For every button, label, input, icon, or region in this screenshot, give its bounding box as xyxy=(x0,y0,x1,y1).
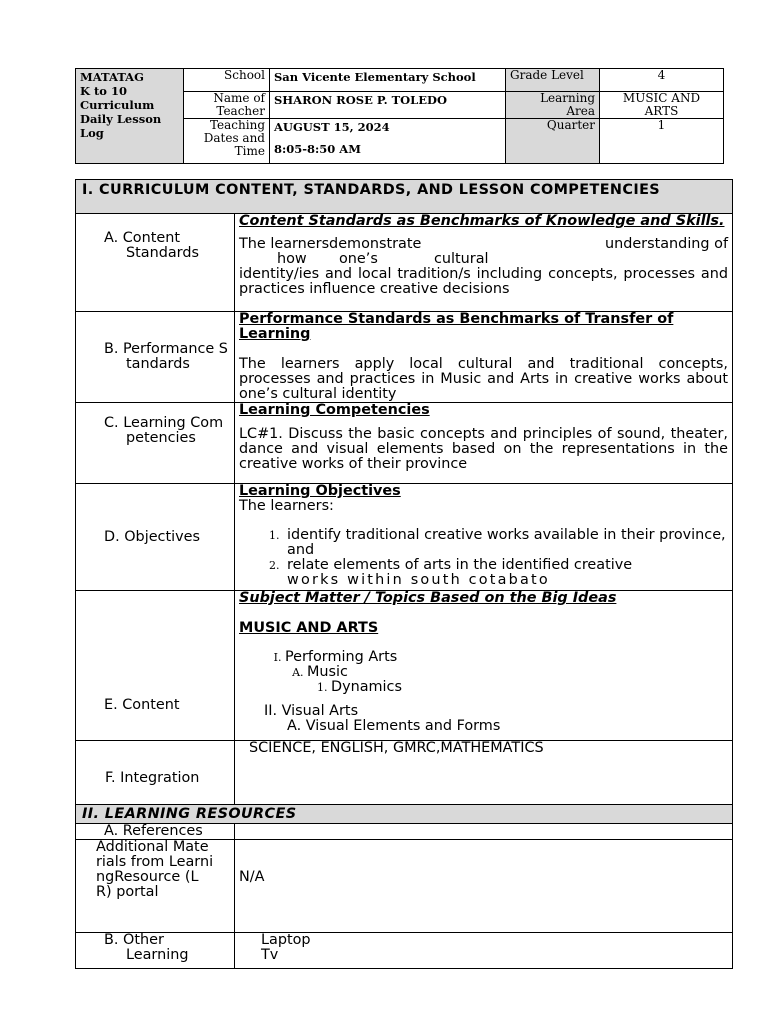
objectives-heading: Learning Objectives xyxy=(239,483,401,499)
resource-item: Laptop xyxy=(261,932,311,948)
references-value xyxy=(235,824,733,840)
lesson-log-body xyxy=(75,179,733,969)
additional-materials-value: N/A xyxy=(235,840,733,933)
references-label: A. References xyxy=(76,824,235,840)
content-standards-cell xyxy=(235,214,733,312)
content-standards-heading: Content Standards as Benchmarks of Knowledge and Skills. xyxy=(239,213,725,229)
section-1-title: I. CURRICULUM CONTENT, STANDARDS, AND LESSON COMPETENCIES xyxy=(76,180,733,214)
topic-dynamics: 1. Dynamics xyxy=(331,680,728,695)
area-label: Learning Area xyxy=(506,92,600,119)
topic-visual-arts: II. Visual Arts xyxy=(264,703,359,719)
performance-standards-cell xyxy=(235,312,733,403)
content-subject: MUSIC AND ARTS xyxy=(239,620,379,636)
content-label: E. Content xyxy=(76,591,235,741)
teacher-value: SHARON ROSE P. TOLEDO xyxy=(270,92,506,119)
school-value: San Vicente Elementary School xyxy=(270,69,506,92)
log-title: MATATAG K to 10 Curriculum Daily Lesson Log xyxy=(76,69,184,164)
performance-standards-text: The learners apply local cultural and traditional concepts, processes and practices in Music and Arts in creative works about one’s cultural identity xyxy=(239,356,729,402)
objective-item: 1. identify traditional creative works available in their province, and xyxy=(283,528,728,558)
performance-standards-label: B. Performance Standards xyxy=(76,312,235,403)
additional-materials-label: Additional Materials from LearningResource (LR) portal xyxy=(76,840,235,933)
topic-visual-elements: A. Visual Elements and Forms xyxy=(287,718,501,734)
objectives-list xyxy=(239,528,728,588)
quarter-value: 1 xyxy=(600,119,724,164)
topic-music: A. Music 1. Dynamics xyxy=(307,665,728,695)
lesson-log-header xyxy=(75,68,724,164)
dates-label: Teaching Dates and Time xyxy=(184,119,270,164)
content-standards-text-line2: how one’s cultural xyxy=(277,251,489,267)
objectives-intro: The learners: xyxy=(239,498,334,514)
grade-label: Grade Level xyxy=(506,69,600,92)
section-2-title: II. LEARNING RESOURCES xyxy=(76,805,733,824)
content-standards-text-rest: identity/ies and local tradition/s including concepts, processes and practices influence creative decisions xyxy=(239,266,729,297)
content-topics xyxy=(239,650,728,695)
performance-standards-heading: Performance Standards as Benchmarks of Transfer of Learning xyxy=(239,311,674,342)
area-value: MUSIC AND ARTS xyxy=(600,92,724,119)
objectives-label: D. Objectives xyxy=(76,484,235,591)
dates-value: AUGUST 15, 2024 8:05-8:50 AM xyxy=(270,119,506,164)
grade-value: 4 xyxy=(600,69,724,92)
quarter-label: Quarter xyxy=(506,119,600,164)
content-standards-text-line1: The learnersdemonstrate understanding of xyxy=(239,236,729,252)
resource-item: Tv xyxy=(261,947,279,963)
other-learning-label: B. Other Learning xyxy=(76,933,235,969)
learning-competencies-heading: Learning Competencies xyxy=(239,402,430,418)
integration-value: SCIENCE, ENGLISH, GMRC,MATHEMATICS xyxy=(235,741,733,805)
other-learning-resources xyxy=(235,933,733,969)
content-heading: Subject Matter / Topics Based on the Big Ideas xyxy=(239,590,617,606)
teacher-label: Name of Teacher xyxy=(184,92,270,119)
content-standards-label: A. Content Standards xyxy=(76,214,235,312)
learning-competencies-cell xyxy=(235,403,733,484)
learning-competencies-text: LC#1. Discuss the basic concepts and principles of sound, theater, dance and visual elements based on the representations in the creative works of their province xyxy=(239,426,729,472)
objectives-cell xyxy=(235,484,733,591)
topic-performing-arts: I. Performing Arts A. Music 1. Dynamics xyxy=(285,650,728,695)
school-label: School xyxy=(184,69,270,92)
integration-label: F. Integration xyxy=(76,741,235,805)
objective-item: 2. relate elements of arts in the identified creative works within south cotabato xyxy=(283,558,728,588)
learning-competencies-label: C. Learning Competencies xyxy=(76,403,235,484)
content-cell xyxy=(235,591,733,741)
